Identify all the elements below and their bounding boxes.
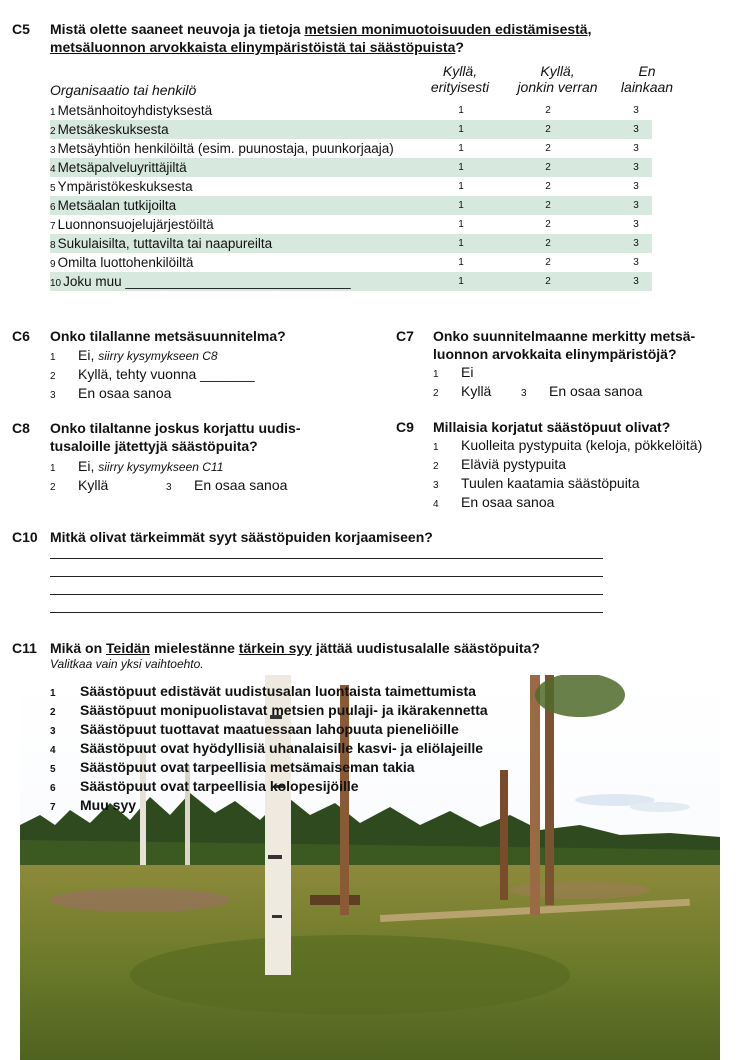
row-number: 5 (50, 183, 56, 194)
title-underlined: Teidän (106, 640, 151, 656)
title-underlined: tärkein syy (238, 640, 312, 656)
option-label: Eläviä pystypuita (461, 456, 567, 472)
c11-option-7[interactable] (50, 796, 136, 817)
answer-option-o3[interactable]: 3 (633, 181, 639, 192)
option-number: 3 (521, 388, 527, 399)
answer-option-o1[interactable]: 1 (458, 200, 464, 211)
option-label: Säästöpuut ovat hyödyllisiä uhanalaisille kasvi- ja eliölajeille (80, 740, 484, 756)
row-number: 9 (50, 259, 56, 270)
row-label: Metsäkeskuksesta (57, 122, 169, 137)
answer-line-2[interactable] (50, 576, 603, 577)
title-line: Onko tilaltanne joskus korjattu uudis- (50, 420, 301, 436)
table-row (50, 253, 652, 272)
c9-option-4[interactable] (433, 493, 554, 514)
row-number: 4 (50, 164, 56, 175)
option-number: 1 (433, 369, 439, 380)
answer-option-o3[interactable]: 3 (633, 143, 639, 154)
option-number: 2 (50, 482, 56, 493)
row-number: 7 (50, 221, 56, 232)
title-text: ? (455, 39, 464, 55)
title-text: jättää uudistusalalle säästöpuita? (311, 640, 540, 656)
answer-option-o2[interactable]: 2 (545, 181, 551, 192)
row-number: 8 (50, 240, 56, 251)
answer-option-o1[interactable]: 1 (458, 162, 464, 173)
question-number-c7: C7 (396, 328, 414, 344)
answer-option-o1[interactable]: 1 (458, 105, 464, 116)
row-number: 2 (50, 126, 56, 137)
question-title-c7 (433, 327, 733, 363)
option-number: 4 (50, 745, 56, 756)
option-label: Kyllä (461, 383, 492, 399)
table-row (50, 177, 652, 196)
c11-option-5[interactable] (50, 758, 415, 779)
option-label: En osaa sanoa (194, 477, 288, 493)
option-label: Säästöpuut ovat tarpeellisia metsämaiseman takia (80, 759, 415, 775)
row-number: 10 (50, 278, 62, 289)
c11-option-6[interactable] (50, 777, 359, 798)
question-title-c9: Millaisia korjatut säästöpuut olivat? (433, 419, 671, 435)
answer-option-o1[interactable]: 1 (458, 124, 464, 135)
answer-option-o3[interactable]: 3 (633, 238, 639, 249)
table-row (50, 158, 652, 177)
question-number-c9: C9 (396, 419, 414, 435)
title-text: Mistä olette saaneet neuvoja ja tietoja (50, 21, 305, 37)
table-row (50, 139, 652, 158)
c7-option-1[interactable] (433, 363, 473, 384)
answer-option-o3[interactable]: 3 (633, 124, 639, 135)
answer-option-o3[interactable]: 3 (633, 219, 639, 230)
option-label: Ei, (78, 458, 95, 474)
option-label: Muu syy (80, 797, 137, 813)
row-number: 1 (50, 107, 56, 118)
title-underlined: metsäluonnon arvokkaista elinympäristöistä tai säästöpuista (50, 39, 456, 55)
c7-option-2[interactable] (433, 382, 491, 403)
answer-option-o2[interactable]: 2 (545, 257, 551, 268)
answer-option-o2[interactable]: 2 (545, 219, 551, 230)
c6-option-3[interactable] (50, 384, 171, 405)
title-text: Mikä on (50, 640, 107, 656)
c6-option-2[interactable] (50, 365, 255, 386)
option-number: 4 (433, 499, 439, 510)
column-header-yes-particularly (415, 63, 505, 95)
answer-option-o2[interactable]: 2 (545, 105, 551, 116)
c9-option-1[interactable] (433, 436, 702, 457)
option-label: Kuolleita pystypuita (keloja, pökkelöitä) (461, 437, 703, 453)
question-title-c6: Onko tilallanne metsäsuunnitelma? (50, 328, 286, 344)
option-number: 2 (50, 707, 56, 718)
question-subtitle-c11: Valitkaa vain yksi vaihtoehto. (50, 657, 204, 671)
c11-option-1[interactable] (50, 682, 476, 703)
answer-option-o3[interactable]: 3 (633, 200, 639, 211)
option-number: 2 (50, 371, 56, 382)
row-label: Joku muu ______________________________ (63, 274, 351, 289)
c8-option-2[interactable] (50, 476, 108, 497)
row-label: Omilta luottohenkilöiltä (57, 255, 194, 270)
row-label: Metsänhoitoyhdistyksestä (57, 103, 213, 118)
option-label: Ei, (78, 347, 95, 363)
answer-option-o2[interactable]: 2 (545, 238, 551, 249)
c11-option-4[interactable] (50, 739, 483, 760)
table-row (50, 101, 652, 120)
title-underlined: metsien monimuotoisuuden edistämisestä, (304, 21, 592, 37)
c7-option-3[interactable] (521, 382, 642, 403)
option-label: Ei (461, 364, 474, 380)
answer-option-o1[interactable]: 1 (458, 257, 464, 268)
table-row (50, 196, 652, 215)
option-label: En osaa sanoa (549, 383, 643, 399)
option-label: Kyllä, tehty vuonna _______ (78, 366, 255, 382)
option-label: En osaa sanoa (78, 385, 172, 401)
table-row (50, 120, 652, 139)
c9-option-2[interactable] (433, 455, 566, 476)
skip-note: siirry kysymykseen C11 (98, 460, 224, 474)
question-number-c11: C11 (12, 640, 37, 656)
answer-option-o1[interactable]: 1 (458, 276, 464, 287)
header-line: lainkaan (620, 79, 674, 95)
option-number: 1 (50, 463, 56, 474)
column-header-not-at-all (612, 63, 682, 95)
row-number: 6 (50, 202, 56, 213)
c8-option-1[interactable] (50, 457, 223, 478)
title-line: Onko suunnitelmaanne merkitty metsä- (433, 328, 696, 344)
row-label: Metsäyhtiön henkilöiltä (esim. puunostaja, puunkorjaaja) (57, 141, 394, 156)
row-label: Sukulaisilta, tuttavilta tai naapureilta (57, 236, 273, 251)
answer-option-o1[interactable]: 1 (458, 143, 464, 154)
question-title-c11 (50, 639, 540, 657)
c11-option-3[interactable] (50, 720, 459, 741)
option-label: Säästöpuut edistävät uudistusalan luontaista taimettumista (80, 683, 476, 699)
option-label: Säästöpuut ovat tarpeellisia kolopesijöille (80, 778, 359, 794)
title-line: luonnon arvokkaita elinympäristöjä? (433, 346, 677, 362)
answer-option-o1[interactable]: 1 (458, 238, 464, 249)
option-number: 1 (50, 352, 56, 363)
option-number: 3 (50, 726, 56, 737)
option-label: Kyllä (78, 477, 109, 493)
option-number: 6 (50, 783, 56, 794)
answer-line-1[interactable] (50, 558, 603, 559)
row-number: 3 (50, 145, 56, 156)
option-label: Säästöpuut monipuolistavat metsien puulaji- ja ikärakennetta (80, 702, 488, 718)
question-title-c10: Mitkä olivat tärkeimmät syyt säästöpuiden korjaamiseen? (50, 529, 433, 545)
table-row (50, 272, 652, 291)
c9-option-3[interactable] (433, 474, 639, 495)
c11-option-2[interactable] (50, 701, 488, 722)
option-label: Säästöpuut tuottavat maatuessaan lahopuuta pieneliöille (80, 721, 459, 737)
header-line: En (638, 63, 656, 79)
question-number-c10: C10 (12, 529, 38, 545)
title-text: mielestänne (150, 640, 239, 656)
row-label: Ympäristökeskuksesta (57, 179, 193, 194)
option-number: 2 (433, 388, 439, 399)
answer-option-o1[interactable]: 1 (458, 219, 464, 230)
answer-line-4[interactable] (50, 612, 603, 613)
question-title-c8 (50, 419, 350, 455)
question-number-c6: C6 (12, 328, 30, 344)
column-header-organisation: Organisaatio tai henkilö (50, 82, 197, 98)
answer-option-o3[interactable]: 3 (633, 105, 639, 116)
answer-option-o2[interactable]: 2 (545, 276, 551, 287)
title-line: tusaloille jätettyjä säästöpuita? (50, 438, 258, 454)
option-number: 3 (433, 480, 439, 491)
answer-option-o3[interactable]: 3 (633, 276, 639, 287)
header-line: erityisesti (430, 79, 490, 95)
table-row (50, 234, 652, 253)
answer-option-o2[interactable]: 2 (545, 200, 551, 211)
header-line: Kyllä, (442, 63, 478, 79)
answer-option-o3[interactable]: 3 (633, 162, 639, 173)
table-row (50, 215, 652, 234)
option-number: 7 (50, 802, 56, 813)
c6-option-1[interactable] (50, 346, 218, 367)
option-number: 1 (433, 442, 439, 453)
skip-note: siirry kysymykseen C8 (98, 349, 218, 363)
option-number: 3 (50, 390, 56, 401)
option-number: 5 (50, 764, 56, 775)
row-label: Metsäpalveluyrittäjiltä (57, 160, 187, 175)
option-label: En osaa sanoa (461, 494, 555, 510)
row-label: Metsäalan tutkijoilta (57, 198, 177, 213)
option-label: Tuulen kaatamia säästöpuita (461, 475, 640, 491)
answer-option-o1[interactable]: 1 (458, 181, 464, 192)
answer-option-o2[interactable]: 2 (545, 143, 551, 154)
answer-line-3[interactable] (50, 594, 603, 595)
header-line: jonkin verran (517, 79, 598, 95)
question-title-c5 (50, 20, 670, 56)
option-number: 3 (166, 482, 172, 493)
header-line: Kyllä, (540, 63, 575, 79)
c8-option-3[interactable] (166, 476, 287, 497)
option-number: 1 (50, 688, 56, 699)
answer-option-o2[interactable]: 2 (545, 124, 551, 135)
question-number-c5: C5 (12, 21, 30, 37)
question-number-c8: C8 (12, 420, 30, 436)
answer-option-o3[interactable]: 3 (633, 257, 639, 268)
row-label: Luonnonsuojelujärjestöiltä (57, 217, 214, 232)
option-number: 2 (433, 461, 439, 472)
answer-option-o2[interactable]: 2 (545, 162, 551, 173)
column-header-yes-somewhat (505, 63, 610, 95)
